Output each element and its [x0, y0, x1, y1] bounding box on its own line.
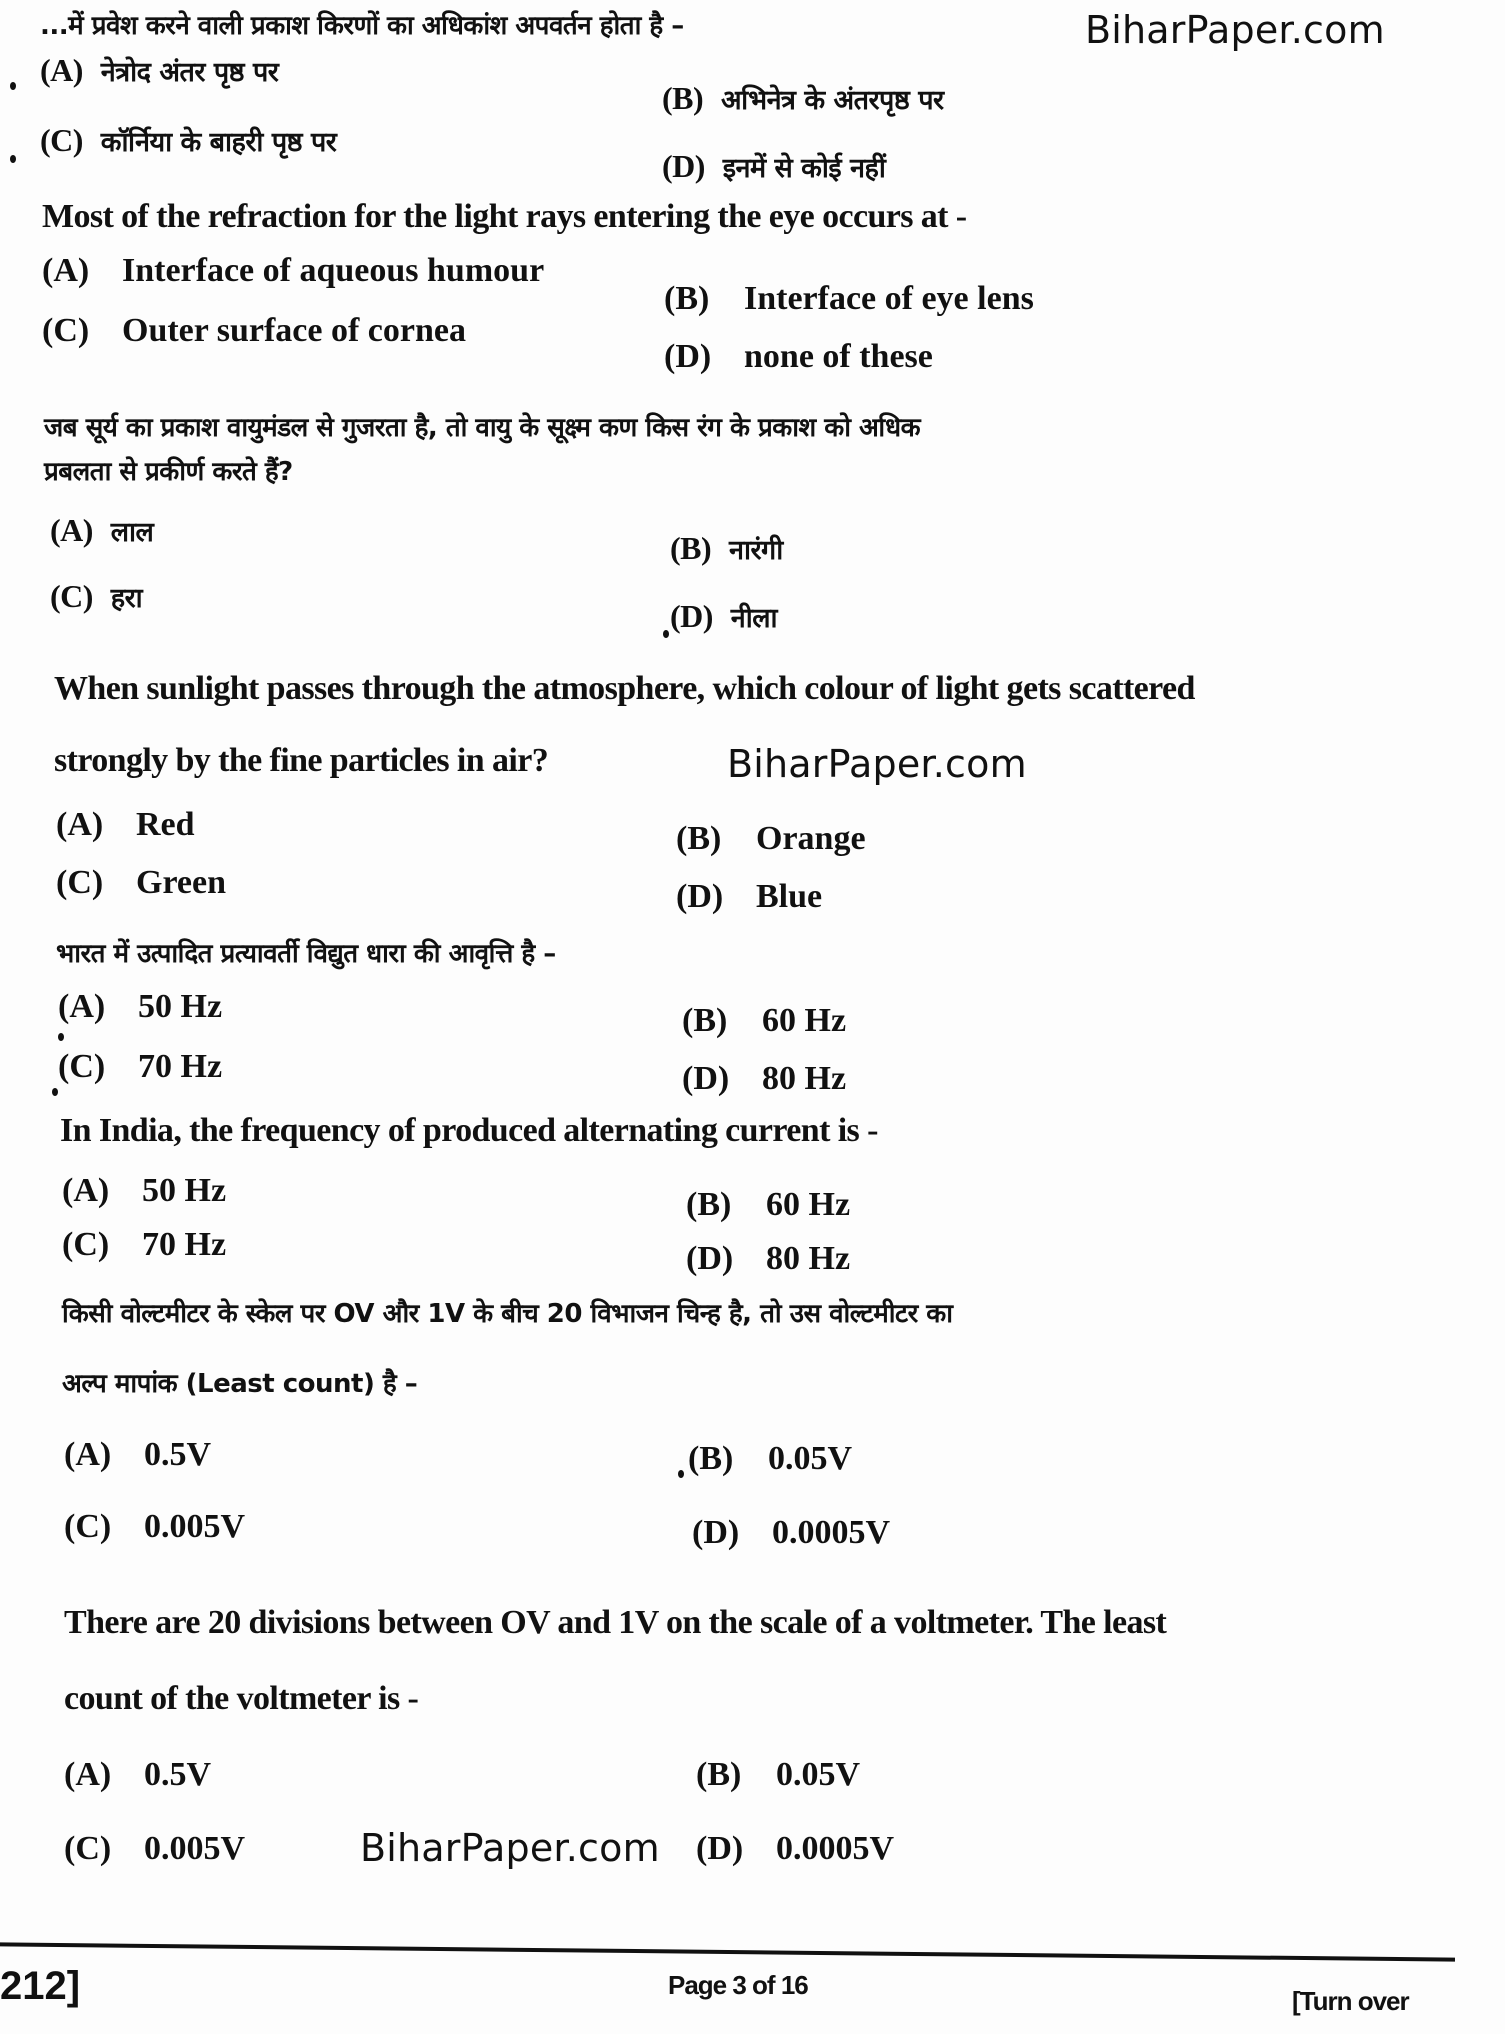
option-label: (C)	[64, 1508, 112, 1545]
option-label: (C)	[50, 578, 93, 614]
q2-english-option-b	[676, 820, 866, 858]
option-text: Interface of aqueous humour	[122, 252, 545, 289]
option-label: (A)	[64, 1436, 112, 1473]
q3-hindi-option-d	[682, 1060, 846, 1098]
option-text: Outer surface of cornea	[122, 312, 466, 349]
option-label: (C)	[58, 1048, 106, 1085]
option-text: 0.5V	[144, 1756, 212, 1793]
option-label: (B)	[688, 1440, 734, 1477]
q1-hindi-option-d	[662, 148, 885, 185]
option-text: Blue	[756, 878, 823, 915]
q1-english-option-c	[42, 312, 466, 350]
option-label: (B)	[662, 80, 704, 116]
option-text: 0.0005V	[776, 1830, 895, 1867]
tick-mark	[52, 1088, 58, 1096]
footer-code: 212]	[0, 1964, 81, 2008]
option-text: 80 Hz	[766, 1240, 851, 1277]
option-text: 60 Hz	[762, 1002, 847, 1039]
option-label: (B)	[682, 1002, 728, 1039]
option-label: (D)	[670, 598, 713, 634]
option-label: (A)	[56, 806, 104, 843]
q1-hindi-question: ...में प्रवेश करने वाली प्रकाश किरणों का अधिकांश अपवर्तन होता है –	[40, 11, 684, 41]
watermark: BiharPaper.com	[360, 1826, 660, 1870]
option-text: लाल	[110, 517, 154, 548]
q3-english-option-b	[686, 1186, 850, 1224]
option-label: (C)	[40, 122, 83, 158]
option-text: 0.0005V	[772, 1514, 891, 1551]
q2-hindi-question-line1: जब सूर्य का प्रकाश वायुमंडल से गुजरता है, तो वायु के सूक्ष्म कण किस रंग के प्रकाश को अधिक	[44, 413, 921, 443]
option-text: हरा	[110, 583, 143, 614]
q3-hindi-option-b	[682, 1002, 846, 1040]
tick-mark	[10, 82, 16, 90]
q2-hindi-option-c	[50, 578, 142, 615]
option-text: 60 Hz	[766, 1186, 851, 1223]
q4-hindi-option-c	[64, 1508, 245, 1546]
tick-mark	[678, 1470, 684, 1478]
option-label: (B)	[664, 280, 710, 317]
watermark: BiharPaper.com	[1085, 8, 1385, 52]
option-label: (C)	[64, 1830, 112, 1867]
q3-hindi-option-c	[58, 1048, 222, 1086]
option-text: अभिनेत्र के अंतरपृष्ठ पर	[720, 85, 944, 116]
option-label: (B)	[696, 1756, 742, 1793]
option-text: 0.05V	[768, 1440, 853, 1477]
option-label: (D)	[686, 1240, 734, 1277]
option-label: (A)	[50, 512, 93, 548]
tick-mark	[663, 630, 669, 638]
option-label: (C)	[62, 1226, 110, 1263]
q4-hindi-option-d	[692, 1514, 890, 1552]
q4-hindi-question-line2: अल्प मापांक (Least count) है –	[62, 1369, 418, 1399]
q4-english-question-line1: There are 20 divisions between OV and 1V on the scale of a voltmeter. The least	[64, 1604, 1167, 1641]
q4-english-question-line2: count of the voltmeter is -	[64, 1680, 419, 1717]
option-label: (B)	[670, 530, 712, 566]
q3-english-option-d	[686, 1240, 850, 1278]
option-label: (D)	[696, 1830, 744, 1867]
option-text: Green	[136, 864, 227, 901]
q1-hindi-option-c	[40, 122, 336, 159]
watermark: BiharPaper.com	[727, 742, 1027, 786]
q2-english-option-a	[56, 806, 195, 844]
option-label: (D)	[664, 338, 712, 375]
q2-hindi-question-line2: प्रबलता से प्रकीर्ण करते हैं?	[44, 457, 293, 487]
option-text: Interface of eye lens	[744, 280, 1034, 317]
q2-hindi-option-b	[670, 530, 783, 567]
q4-hindi-question-line1: किसी वोल्टमीटर के स्केल पर OV और 1V के बीच 20 विभाजन चिन्ह है, तो उस वोल्टमीटर का	[62, 1299, 953, 1329]
option-label: (B)	[676, 820, 722, 857]
option-text: 70 Hz	[142, 1226, 227, 1263]
option-label: (D)	[682, 1060, 730, 1097]
q1-hindi-option-b	[662, 80, 944, 117]
page-number: Page 3 of 16	[668, 1970, 808, 2000]
option-label: (A)	[64, 1756, 112, 1793]
q3-english-option-c	[62, 1226, 226, 1264]
option-text: 0.05V	[776, 1756, 861, 1793]
option-text: none of these	[744, 338, 933, 375]
q3-english-question: In India, the frequency of produced alternating current is -	[60, 1112, 878, 1149]
option-text: नीला	[730, 603, 778, 634]
q3-english-option-a	[62, 1172, 226, 1210]
q4-english-option-b	[696, 1756, 860, 1794]
q4-hindi-option-b	[688, 1440, 852, 1478]
q4-english-option-d	[696, 1830, 894, 1868]
option-label: (D)	[662, 148, 705, 184]
tick-mark	[10, 155, 16, 163]
q3-hindi-option-a	[58, 988, 222, 1026]
option-label: (D)	[692, 1514, 740, 1551]
option-label: (C)	[56, 864, 104, 901]
option-label: (D)	[676, 878, 724, 915]
option-label: (A)	[40, 52, 83, 88]
q3-hindi-question: भारत में उत्पादित प्रत्यावर्ती विद्युत धारा की आवृत्ति है –	[56, 939, 556, 969]
q1-english-option-b	[664, 280, 1034, 318]
option-text: 50 Hz	[142, 1172, 227, 1209]
option-text: 80 Hz	[762, 1060, 847, 1097]
q4-english-option-a	[64, 1756, 211, 1794]
option-text: 0.005V	[144, 1830, 246, 1867]
q2-english-question-line2: strongly by the fine particles in air?	[54, 742, 549, 779]
q1-english-option-a	[42, 252, 544, 290]
q4-english-option-c	[64, 1830, 245, 1868]
q4-hindi-option-a	[64, 1436, 211, 1474]
q2-hindi-option-a	[50, 512, 153, 549]
q2-english-option-d	[676, 878, 822, 916]
option-text: Orange	[756, 820, 866, 857]
q1-english-option-d	[664, 338, 933, 376]
option-text: 0.5V	[144, 1436, 212, 1473]
footer-divider	[0, 1942, 1455, 1961]
option-text: नेत्रोद अंतर पृष्ठ पर	[100, 57, 279, 88]
q2-english-question-line1: When sunlight passes through the atmosphere, which colour of light gets scattered	[54, 670, 1195, 707]
option-text: 70 Hz	[138, 1048, 223, 1085]
option-text: इनमें से कोई नहीं	[722, 153, 886, 184]
option-label: (C)	[42, 312, 90, 349]
q2-hindi-option-d	[670, 598, 777, 635]
q2-english-option-c	[56, 864, 226, 902]
q1-hindi-option-a	[40, 52, 278, 89]
turn-over-label: [Turn over	[1292, 1986, 1409, 2016]
q1-english-question: Most of the refraction for the light rays entering the eye occurs at -	[42, 198, 967, 235]
option-text: 0.005V	[144, 1508, 246, 1545]
option-text: 50 Hz	[138, 988, 223, 1025]
option-text: नारंगी	[728, 535, 783, 566]
option-label: (A)	[58, 988, 106, 1025]
option-text: Red	[136, 806, 195, 843]
option-label: (A)	[42, 252, 90, 289]
option-label: (B)	[686, 1186, 732, 1223]
option-text: कॉर्निया के बाहरी पृष्ठ पर	[100, 127, 337, 158]
option-label: (A)	[62, 1172, 110, 1209]
tick-mark	[58, 1033, 64, 1041]
